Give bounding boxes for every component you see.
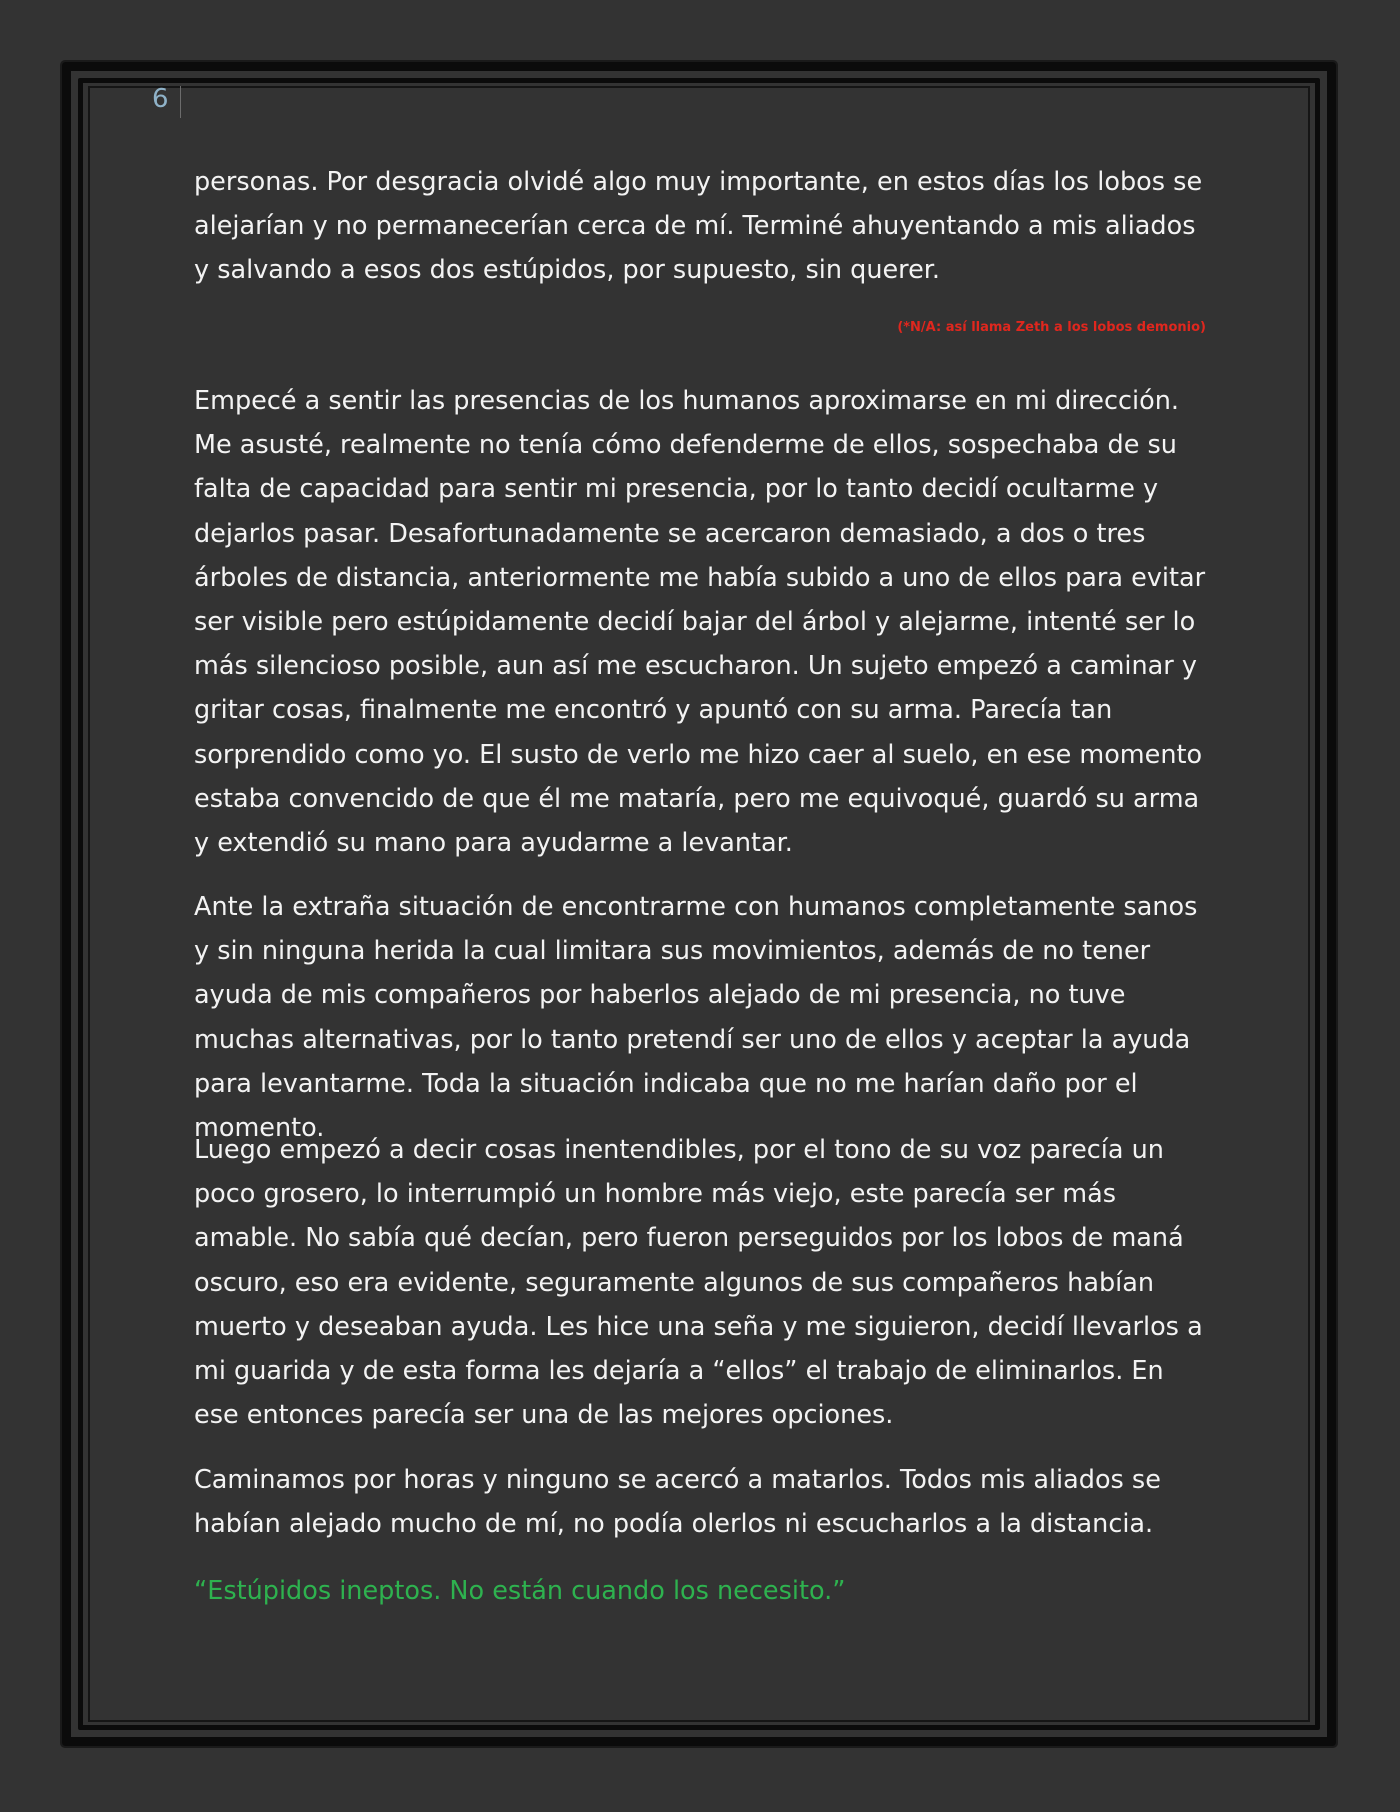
- page-number-divider: [180, 86, 181, 118]
- text-block-1: [194, 160, 1206, 293]
- page-number: 6: [152, 84, 169, 114]
- text-block-3: [194, 885, 1206, 1150]
- paragraph-1: personas. Por desgracia olvidé algo muy importante, en estos días los lobos se alejarían y no permanecerían cerca de mí. Terminé ahuyentando a mis aliados y salvando a esos dos estúpidos, por supuesto, sin querer.: [194, 167, 1203, 286]
- dialogue-quote: “Estúpidos ineptos. No están cuando los necesito.”: [194, 1576, 846, 1606]
- text-block-2: [194, 379, 1206, 865]
- paragraph-2: Empecé a sentir las presencias de los humanos aproximarse en mi dirección. Me asusté, realmente no tenía cómo defenderme de ellos, sospechaba de su falta de capacidad para sentir mi presencia, por lo tanto decidí ocultarme y dejarlos pasar. Desafortunadamente se acercaron demasiado, a dos o tres árboles de distancia, anteriormente me había subido a uno de ellos para evitar ser visible pero estúpidamente decidí bajar del árbol y alejarme, intenté ser lo más silencioso posible, aun así me escucharon. Un sujeto empezó a caminar y gritar cosas, finalmente me encontró y apuntó con su arma. Parecía tan sorprendido como yo. El susto de verlo me hizo caer al suelo, en ese momento estaba convencido de que él me mataría, pero me equivoqué, guardó su arma y extendió su mano para ayudarme a levantar.: [194, 386, 1206, 859]
- paragraph-3: Ante la extraña situación de encontrarme con humanos completamente sanos y sin ninguna herida la cual limitara sus movimientos, además de no tener ayuda de mis compañeros por haberlos alejado de mi presencia, no tuve muchas alternativas, por lo tanto pretendí ser uno de ellos y aceptar la ayuda para levantarme. Toda la situación indicaba que no me harían daño por el momento.: [194, 892, 1198, 1144]
- paragraph-4: Luego empezó a decir cosas inentendibles, por el tono de su voz parecía un poco grosero, lo interrumpió un hombre más viejo, este parecía ser más amable. No sabía qué decían, pero fueron perseguidos por los lobos de maná oscuro, eso era evidente, seguramente algunos de sus compañeros habían muerto y deseaban ayuda. Les hice una seña y me siguieron, decidí llevarlos a mi guarida y de esta forma les dejaría a “ellos” el trabajo de eliminarlos. En ese entonces parecía ser una de las mejores opciones.: [194, 1135, 1203, 1431]
- paragraph-5: Caminamos por horas y ninguno se acercó a matarlos. Todos mis aliados se habían alejado mucho de mí, no podía olerlos ni escucharlos a la distancia.: [194, 1465, 1161, 1540]
- author-note: (*N/A: así llama Zeth a los lobos demonio): [897, 320, 1206, 335]
- text-block-6: [194, 1569, 1206, 1613]
- text-block-5: [194, 1458, 1206, 1546]
- text-block-4: [194, 1128, 1206, 1437]
